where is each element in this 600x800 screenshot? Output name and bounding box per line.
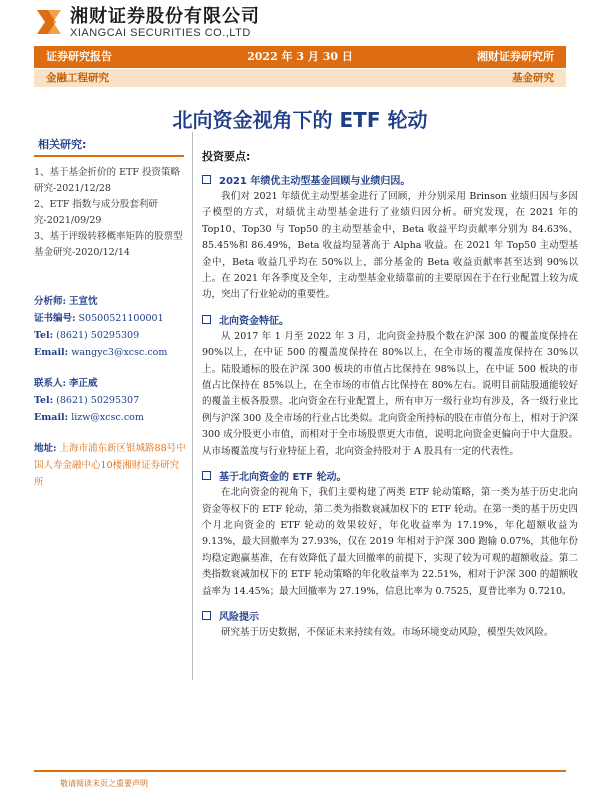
address-label: 地址: bbox=[34, 443, 57, 454]
section-title: 北向资金特征。 bbox=[219, 315, 289, 327]
section-body: 在北向资金的视角下，我们主要构建了两类 ETF 轮动策略，第一类为基于历史北向资金等权下的 ETF 轮动，第二类为指数衰减加权下的 ETF 轮动。在第一类的基于历史四个月北向资金的 ETF 轮动的效果较好，年化收益率为 17.19%，年化超额收益为 9.13%，最大回撤率为 27.93%，仅在 2019 年相对于沪深 300 跑输 0.07%，其他年份均稳定跑赢基准，在有效降低了最大回撤率的前提下，实现了较为可观的超额收益。第二类指数衰减加权下的 ETF 轮动策略的年化收益率为 22.51%，相对于沪深 300 的超额收益率为 14.45%；最大回撤率为 27.19%，信息比率为 0.7525，夏普比率为 0.7210。 bbox=[202, 487, 578, 597]
section-title: 基于北向资金的 ETF 轮动。 bbox=[219, 472, 347, 484]
contact-tel-label: Tel: bbox=[34, 395, 54, 406]
related-research-item[interactable]: 3、基于评级转移概率矩阵的股票型基金研究-2020/12/14 bbox=[34, 231, 183, 258]
column-divider bbox=[192, 132, 193, 680]
related-research-list bbox=[34, 165, 186, 260]
contact-block bbox=[34, 375, 186, 426]
checkbox-square-icon bbox=[202, 175, 211, 184]
footer-rule bbox=[34, 770, 566, 772]
main-content bbox=[202, 148, 578, 641]
checkbox-square-icon bbox=[202, 315, 211, 324]
contact-tel: (8621) 50295307 bbox=[56, 395, 140, 406]
subheader-band bbox=[34, 69, 566, 87]
section bbox=[202, 312, 578, 460]
checkbox-square-icon bbox=[202, 471, 211, 480]
section-body: 从 2017 年 1 月至 2022 年 3 月，北向资金持股个数在沪深 300 的覆盖度保持在 90%以上，在中证 500 的覆盖度保持在 80%以上，在全市场的覆盖度保持在 30%以上。陆股通标的股在沪深 300 板块的市值占比保持在 98%以上，在中证 500 板块的市值占比保持在 85%以上，在全市场的市值占比保持在 80%左右。说明目前陆股通能较好的覆盖主板各股票。北向资金在行业配置上，所有申万一级行业均有涉及，各一级行业比例与沪深 300 及全市场的行业占比类似。北向资金所持标的股在市值分布上，相对于沪深 300 成分股更小市值，而相对于全市场股票更大市值，说明北向资金更偏向于中大盘股。从市场覆盖度与行业特征上看，北向资金持股对于 A 股具有一定的代表性。 bbox=[202, 330, 578, 457]
section-body: 我们对 2021 年绩优主动型基金进行了回顾，并分别采用 Brinson 业绩归因与多因子模型的方式，对绩优主动型基金进行了业绩归因分析。研究发现，在 2021 年的 Top10、Top30 与 Top50 的主动型基金中，Beta 收益平均贡献率分别为 84.63%、85.45%和 86.49%，Beta 收益均显著高于 Alpha 收益。在 2021 年 Top50 主动型基金中，Beta 收益几乎均在 50%以上，部分基金的 Beta 收益贡献率甚至达到 90%以上。在 2021 年各季度及全年，主动型基金业绩靠前的主要原因在于在行业配置上较为成功，突出了行业轮动的重要性。 bbox=[202, 191, 578, 301]
related-research-item[interactable]: 1、基于基金折价的 ETF 投资策略研究-2021/12/28 bbox=[34, 167, 180, 194]
institute-name: 湘财证券研究所 bbox=[477, 50, 554, 63]
section-title: 2021 年绩优主动型基金回顾与业绩归因。 bbox=[219, 176, 411, 187]
research-subcategory: 基金研究 bbox=[512, 72, 554, 84]
report-title: 北向资金视角下的 ETF 轮动 bbox=[172, 108, 428, 132]
analyst-tel-label: Tel: bbox=[34, 330, 54, 341]
sidebar-divider bbox=[34, 155, 184, 157]
cert-label: 证书编号: bbox=[34, 313, 76, 324]
analyst-name: 王宣忱 bbox=[69, 296, 98, 307]
contact-name: 李正威 bbox=[69, 378, 98, 389]
analyst-email-label: Email: bbox=[34, 347, 69, 358]
analyst-email-link[interactable]: wangyc3@xcsc.com bbox=[71, 347, 168, 358]
section bbox=[202, 608, 578, 641]
related-research-item[interactable]: 2、ETF 指数与成分股套利研究-2021/09/29 bbox=[34, 199, 158, 226]
footer-disclaimer: 敬请阅读末页之重要声明 bbox=[60, 779, 148, 788]
checkbox-square-icon bbox=[202, 611, 211, 620]
analyst-block bbox=[34, 293, 186, 361]
contact-email-label: Email: bbox=[34, 412, 69, 423]
section bbox=[202, 468, 578, 600]
analyst-tel: (8621) 50295309 bbox=[56, 330, 140, 341]
section-body: 研究基于历史数据，不保证未来持续有效。市场环境变动风险，模型失效风险。 bbox=[221, 626, 554, 638]
report-type: 证券研究报告 bbox=[46, 50, 112, 63]
address-text: 上海市浦东新区银城路88号中国人寿金融中心10楼湘财证券研究所 bbox=[34, 443, 186, 488]
investment-highlights-heading: 投资要点: bbox=[202, 150, 251, 163]
address-block bbox=[34, 440, 186, 491]
related-research-title: 相关研究: bbox=[38, 138, 87, 151]
section bbox=[202, 172, 578, 304]
report-date: 2022 年 3 月 30 日 bbox=[247, 50, 353, 63]
company-name-cn: 湘财证券股份有限公司 bbox=[70, 6, 260, 27]
logo-mark-icon bbox=[34, 6, 64, 40]
research-category: 金融工程研究 bbox=[46, 72, 109, 84]
contact-label: 联系人: bbox=[34, 378, 67, 389]
cert-number: S0500521100001 bbox=[78, 313, 164, 324]
analyst-label: 分析师: bbox=[34, 296, 67, 307]
contact-email-link[interactable]: lizw@xcsc.com bbox=[71, 412, 144, 423]
sidebar bbox=[34, 136, 186, 491]
company-logo bbox=[34, 4, 260, 42]
section-title: 风险提示 bbox=[219, 611, 259, 623]
header-band bbox=[34, 46, 566, 68]
company-name-en: XIANGCAI SECURITIES CO.,LTD bbox=[70, 27, 251, 39]
